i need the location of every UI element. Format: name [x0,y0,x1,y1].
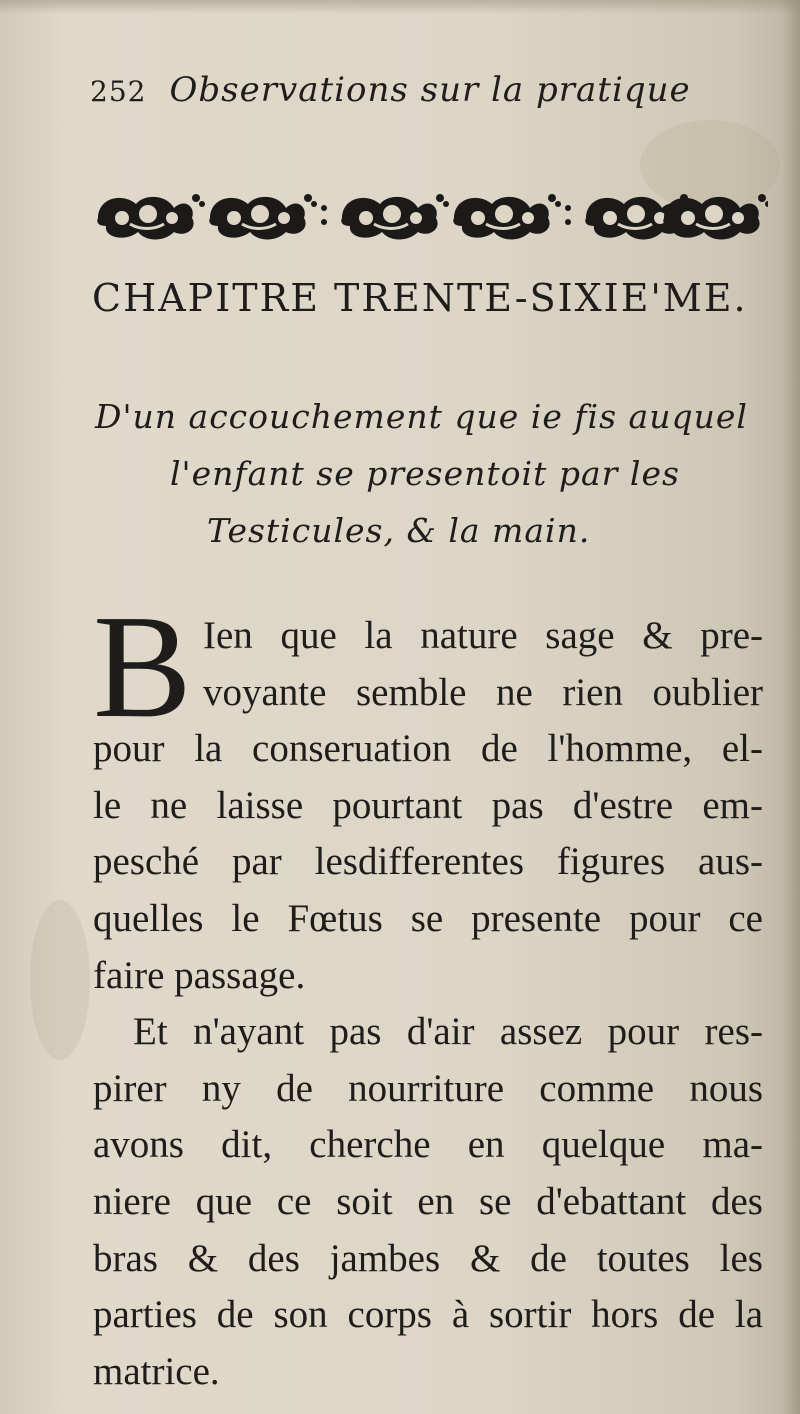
subtitle-line: Testicules, & la main. [207,511,591,550]
fleuron-band-icon [92,182,768,244]
running-title: Observations sur la pratique [169,70,691,110]
text-line: pirer ny de nourriture comme nous [93,1066,763,1110]
text-line: Et n'ayant pas d'air assez pour res- [133,1010,763,1054]
text-line: voyante semble ne rien oublier [203,670,763,714]
text-line: pour la conseruation de l'homme, el- [93,727,763,771]
page-top-shadow [0,0,800,14]
text-line: Ien que la nature sage & pre- [203,614,763,657]
subtitle-line: l'enfant se presentoit par les [170,454,680,493]
paper-stain [30,900,90,1060]
text-line: niere que ce soit en se d'ebattant des [93,1179,763,1223]
running-head [90,70,730,120]
page-gutter-shadow [782,0,800,1414]
page-number: 252 [90,75,147,108]
text-line: quelles le Fœtus se presente pour ce [93,896,763,940]
text-line: bras & des jambes & de toutes les [93,1236,763,1280]
text-line: matrice. [93,1349,220,1393]
text-line: faire passage. [93,953,306,997]
chapter-subtitle [95,388,775,559]
text-line: avons dit, cherche en quelque ma- [93,1123,763,1167]
text-line: parties de son corps à sortir hors de la [93,1293,763,1337]
text-line: pesché par lesdifferentes figures aus- [93,840,763,884]
chapter-heading: CHAPITRE TRENTE-SIXIE'ME. [92,276,748,320]
drop-cap: B [93,585,192,749]
body-text [93,585,763,1400]
subtitle-line: D'un accouchement que ie fis auquel [95,397,748,436]
text-line: le ne laisse pourtant pas d'estre em- [93,783,763,827]
